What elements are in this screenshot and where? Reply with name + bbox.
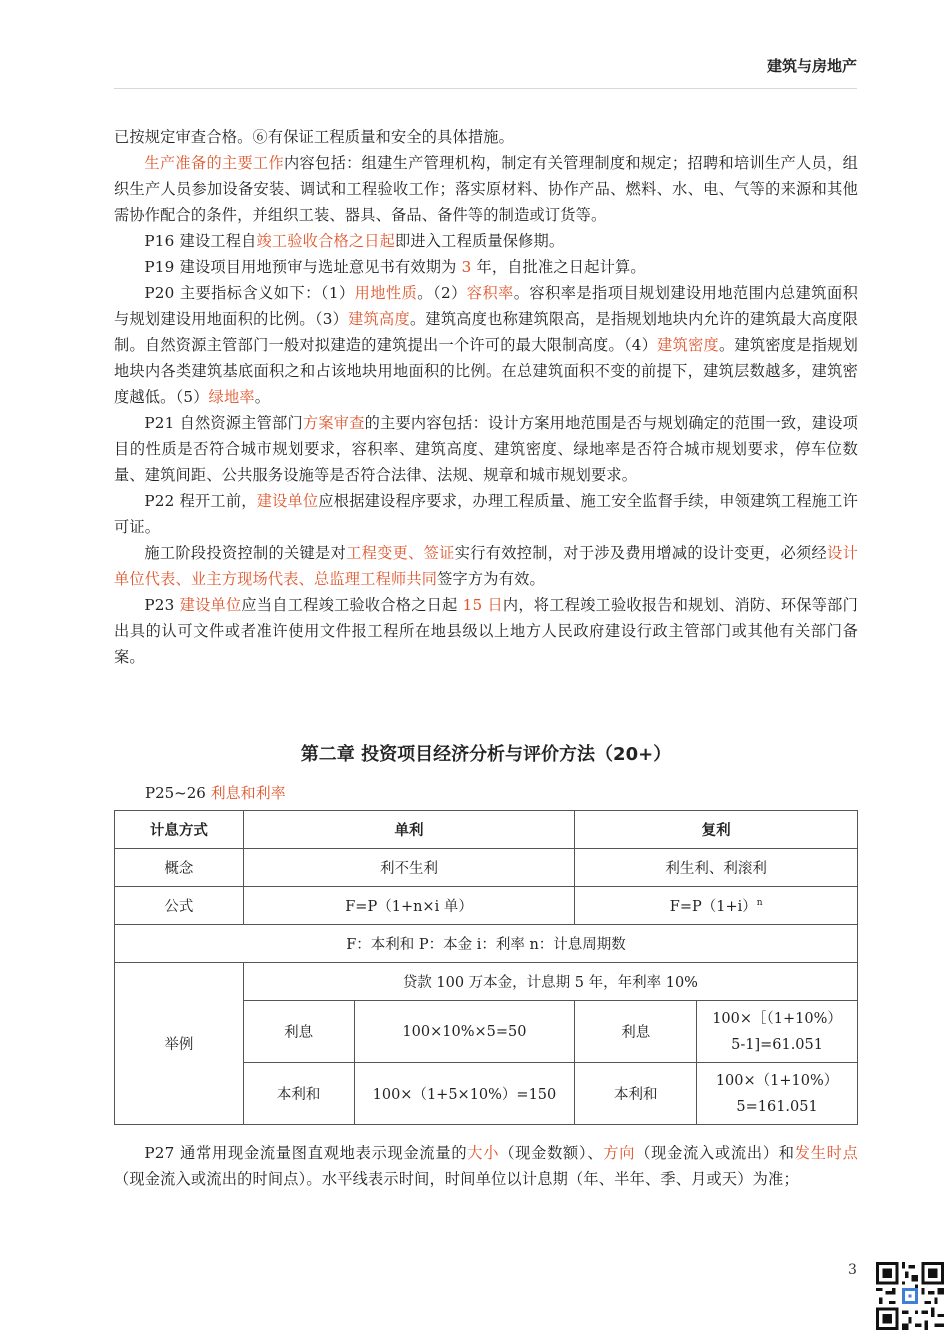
example-label: 举例 — [115, 963, 244, 1125]
chapter-title: 第二章 投资项目经济分析与评价方法（20+） — [300, 744, 672, 765]
body-text-run: 应根据建设程序要求，办理工程质量、施工安全监督手续，申领建筑工程施工许可证。 — [114, 492, 858, 536]
highlighted-text: 3 — [461, 258, 472, 276]
highlighted-text: 容积率 — [466, 284, 514, 302]
table-row-concept — [115, 849, 858, 887]
compound-total-line2: 5=161.051 — [736, 1098, 818, 1115]
highlighted-text: 生产准备的主要工作 — [144, 154, 285, 172]
page-number: 3 — [848, 1262, 857, 1278]
body-text-run: （现金流入或流出）和 — [635, 1144, 795, 1162]
header-title: 建筑与房地产 — [766, 57, 857, 75]
simple-total-label: 本利和 — [243, 1063, 354, 1125]
formula-compound — [575, 887, 858, 925]
compound-total-line1: 100×（1+10%） — [715, 1072, 839, 1089]
highlighted-text: 建设单位 — [256, 492, 319, 510]
body-text-run: 。建筑高度也称建筑限高，是指规划地块内允许的建筑最大高度限制。自然资源主管部门一般对拟建造的建筑提出一个许可的最大限制高度。（4） — [114, 310, 858, 354]
body-text-run: 签字方为有效。 — [437, 570, 545, 588]
highlighted-text: 发生时点 — [794, 1144, 859, 1162]
body-text-run: 。（2） — [417, 284, 467, 302]
body-text-run: 即进入工程质量保修期。 — [395, 232, 565, 250]
example-premise: 贷款 100 万本金，计息期 5 年，年利率 10% — [243, 963, 857, 1001]
table-caption-topic: 利息和利率 — [210, 784, 286, 802]
body-text-run: P19 建设项目用地预审与选址意见书有效期为 — [144, 258, 462, 276]
body-text-run: 内，将工程竣工验收报告和规划、消防、环保等部门出具的认可文件或者准许使用文件报工程所在地县级以上地方人民政府建设行政主管部门或其他有关部门备案。 — [114, 596, 858, 666]
compound-total-label: 本利和 — [575, 1063, 697, 1125]
table-row-legend — [115, 925, 858, 963]
formula-legend: F：本利和 P：本金 i：利率 n：计息周期数 — [115, 925, 858, 963]
paragraph — [114, 150, 858, 228]
simple-interest-value: 100×10%×5=50 — [354, 1001, 575, 1063]
body-text-run: （现金数额）、 — [499, 1144, 604, 1162]
highlighted-text: 建筑密度 — [657, 336, 719, 354]
table-caption-prefix: P25~26 — [145, 784, 211, 802]
interest-comparison-table — [114, 810, 858, 1125]
highlighted-text: 用地性质 — [354, 284, 418, 302]
body-text-run: P21 自然资源主管部门 — [144, 414, 303, 432]
paragraph — [114, 124, 858, 150]
body-text-run: 。建筑密度是指规划地块内各类建筑基底面积之和占该地块用地面积的比例。在总建筑面积不变的前提下，建筑层数越多，建筑密度越低。（5） — [114, 336, 858, 406]
compound-interest-label: 利息 — [575, 1001, 697, 1063]
body-text-run: 内容包括：组建生产管理机构，制定有关管理制度和规定；招聘和培训生产人员，组织生产人员参加设备安装、调试和工程验收工作；落实原材料、协作产品、燃料、水、电、气等的来源和其他需协作配合的条件，并组织工装、器具、备品、备件等的制造或订货等。 — [114, 154, 858, 224]
simple-interest-label: 利息 — [243, 1001, 354, 1063]
highlighted-text: 工程变更、签证 — [346, 544, 455, 562]
compound-interest-value — [697, 1001, 858, 1063]
body-text — [114, 124, 858, 670]
header-simple: 单利 — [243, 811, 575, 849]
simple-total-value: 100×（1+5×10%）=150 — [354, 1063, 575, 1125]
body-text-run: （现金流入或流出的时间点）。水平线表示时间，时间单位以计息期（年、半年、季、月或天）为准； — [114, 1170, 799, 1188]
header-compound: 复利 — [575, 811, 858, 849]
formula-compound-base: F=P（1+i） — [669, 899, 757, 915]
highlighted-text: 建设单位 — [179, 596, 242, 614]
body-text-run: 。 — [254, 388, 271, 406]
header-divider — [114, 88, 857, 89]
highlighted-text: 设计单位代表、业主方现场代表、总监理工程师共同 — [114, 544, 858, 588]
paragraph — [114, 410, 858, 488]
formula-compound-exponent: n — [756, 898, 763, 909]
highlighted-text: 方向 — [603, 1144, 636, 1162]
highlighted-text: 大小 — [467, 1144, 500, 1162]
body-text-run: P27 通常用现金流量图直观地表示现金流量的 — [144, 1144, 468, 1162]
paragraph — [114, 280, 858, 410]
body-text-run: P20 主要指标含义如下：（1） — [144, 284, 355, 302]
qr-code-icon[interactable] — [876, 1262, 944, 1330]
highlighted-text: 方案审查 — [302, 414, 365, 432]
table-header-row — [115, 811, 858, 849]
highlighted-text: 竣工验收合格之日起 — [256, 232, 396, 250]
body-text-run: P22 程开工前， — [144, 492, 257, 510]
body-text-run: 年，自批准之日起计算。 — [471, 258, 646, 276]
body-text-run: P16 建设工程自 — [144, 232, 257, 250]
cash-flow-paragraph — [114, 1140, 858, 1192]
compound-interest-line1: 100×［（1+10%） — [712, 1010, 842, 1027]
body-text-run: 的主要内容包括：设计方案用地范围是否与规划确定的范围一致，建设项目的性质是否符合城市规划要求，容积率、建筑高度、建筑密度、绿地率是否符合城市规划要求，停车位数量、建筑间距、公共服务设施等是否符合法律、法规、规章和城市规划要求。 — [114, 414, 858, 484]
body-text-run: 施工阶段投资控制的关键是对 — [144, 544, 347, 562]
table-row-example-premise — [115, 963, 858, 1001]
body-text-run: 。容积率是指项目规划建设用地范围内总建筑面积与规划建设用地面积的比例。（3） — [114, 284, 858, 328]
header-method: 计息方式 — [115, 811, 244, 849]
table-caption — [145, 782, 286, 803]
paragraph — [114, 540, 858, 592]
concept-simple: 利不生利 — [243, 849, 575, 887]
highlighted-text: 绿地率 — [208, 388, 255, 406]
formula-label: 公式 — [115, 887, 244, 925]
compound-total-value — [697, 1063, 858, 1125]
highlighted-text: 15 日 — [462, 596, 503, 614]
concept-label: 概念 — [115, 849, 244, 887]
concept-compound: 利生利、利滚利 — [575, 849, 858, 887]
paragraph — [114, 228, 858, 254]
paragraph — [114, 592, 858, 670]
compound-interest-line2: 5-1]=61.051 — [731, 1036, 823, 1053]
body-text-run: P23 — [144, 596, 180, 614]
paragraph — [114, 488, 858, 540]
body-text-run: 已按规定审查合格。⑥有保证工程质量和安全的具体措施。 — [114, 128, 515, 146]
body-text-run: 应当自工程竣工验收合格之日起 — [241, 596, 463, 614]
body-text-run: 实行有效控制，对于涉及费用增减的设计变更，必须经 — [454, 544, 828, 562]
table-row-formula — [115, 887, 858, 925]
paragraph-p27 — [114, 1140, 858, 1192]
formula-simple: F=P（1+n×i 单） — [243, 887, 575, 925]
paragraph — [114, 254, 858, 280]
highlighted-text: 建筑高度 — [348, 310, 410, 328]
